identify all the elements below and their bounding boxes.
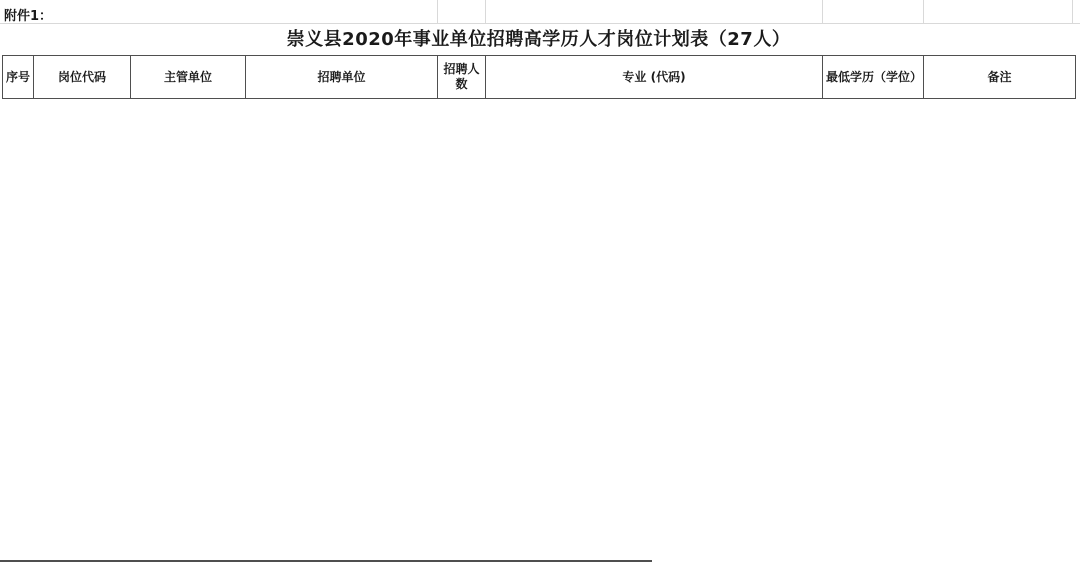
header-recruiting-unit: 招聘单位 bbox=[246, 56, 438, 99]
header-remark: 备注 bbox=[924, 56, 1076, 99]
header-job-code: 岗位代码 bbox=[34, 56, 131, 99]
grid-remnant-line bbox=[485, 0, 486, 23]
table-header bbox=[3, 56, 1076, 99]
header-row-number: 序号 bbox=[3, 56, 34, 99]
header-min-degree: 最低学历（学位） bbox=[823, 56, 924, 99]
header-recruit-count: 招聘人数 bbox=[438, 56, 486, 99]
header-row bbox=[3, 56, 1076, 99]
grid-remnant-line bbox=[0, 23, 1080, 24]
header-majors: 专业 (代码) bbox=[486, 56, 823, 99]
header-supervisor-unit: 主管单位 bbox=[131, 56, 246, 99]
attachment-label: 附件1： bbox=[4, 9, 53, 24]
grid-remnant-line bbox=[822, 0, 823, 23]
jobs-table bbox=[2, 55, 1076, 99]
table-bottom-border bbox=[0, 560, 652, 562]
grid-remnant-line bbox=[437, 0, 438, 23]
grid-remnant-line bbox=[923, 0, 924, 23]
table-title: 崇义县2020年事业单位招聘高学历人才岗位计划表（27人） bbox=[286, 29, 791, 50]
grid-remnant-line bbox=[1072, 0, 1073, 23]
